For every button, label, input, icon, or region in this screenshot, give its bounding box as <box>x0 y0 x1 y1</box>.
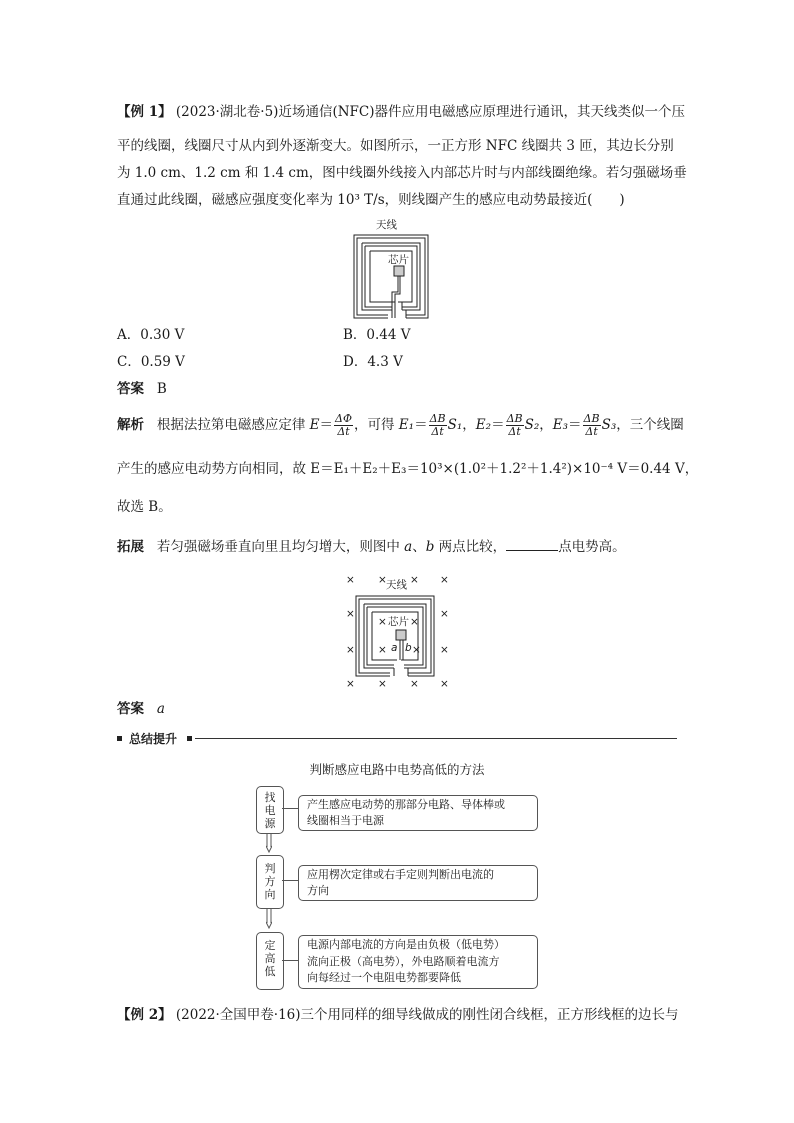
field-antenna-label: 天线 <box>386 579 407 591</box>
db-den-2: Δt <box>508 425 521 438</box>
analysis-line1 <box>117 412 684 438</box>
extension-answer <box>117 699 165 719</box>
flux-den: Δt <box>337 425 350 438</box>
example2-tag: 【例 2】 <box>117 1007 172 1023</box>
step3-key: 定高低 <box>264 939 276 978</box>
field-mark-13: × <box>346 678 355 690</box>
field-mark-9: × <box>346 644 355 656</box>
step2-desc-2: 方向 <box>307 884 329 897</box>
step2-connector <box>282 880 298 881</box>
step1-desc-box <box>298 795 538 831</box>
step2-key-box <box>256 855 284 909</box>
point-b-label: b <box>405 642 412 654</box>
arrow-down-2-icon <box>266 909 272 929</box>
db-num-2: ΔB <box>506 412 523 425</box>
answer-blank[interactable] <box>506 536 558 551</box>
analysis-text-2: ，可得 <box>354 417 399 433</box>
example1-source: (2023·湖北卷·5) <box>175 104 279 120</box>
field-mark-7: × <box>410 616 419 628</box>
option-a[interactable]: A．0.30 V <box>117 327 185 343</box>
flux-fraction <box>334 413 353 438</box>
example1-line2: 平的线圈，线圈尺寸从内到外逐渐变大。如图所示，一正方形 NFC 线圈共 3 匝，其边长分别 <box>117 138 674 154</box>
example2-text: 三个用同样的细导线做成的刚性闭合线框，正方形线框的边长与 <box>300 1007 679 1023</box>
example2-line1 <box>117 1005 679 1025</box>
step2-desc-1: 应用楞次定律或右手定则判断出电流的 <box>307 868 494 881</box>
nfc-chip-label: 芯片 <box>388 254 409 266</box>
nfc-antenna-label: 天线 <box>376 219 397 231</box>
summary-header-title: 总结提升 <box>129 732 178 746</box>
step3-desc-3: 向每经过一个电阻电势都要降低 <box>307 971 461 984</box>
analysis-e: E <box>309 417 320 433</box>
analysis-text-1: 根据法拉第电磁感应定律 <box>156 417 310 433</box>
analysis-eq-3: ＝ <box>491 417 505 433</box>
field-mark-16: × <box>440 678 449 690</box>
extension-answer-label: 答案 <box>117 701 144 717</box>
step1-connector <box>282 808 298 809</box>
field-chip-label: 芯片 <box>388 616 409 628</box>
option-d[interactable]: D．4.3 V <box>343 354 403 370</box>
option-c[interactable]: C．0.59 V <box>117 354 185 370</box>
analysis-s1: S₁ <box>447 417 463 433</box>
header-square-right <box>187 736 192 741</box>
analysis-text-3: ，三个线圈 <box>616 417 684 433</box>
extension-answer-value: a <box>156 701 165 717</box>
example1-line3: 为 1.0 cm、1.2 cm 和 1.4 cm，图中线圈外线接入内部芯片时与内部线圈绝缘。若匀强磁场垂 <box>117 165 687 181</box>
field-mark-6: × <box>378 616 387 628</box>
header-square-left <box>117 736 122 741</box>
extension-text-b: 、 <box>412 539 426 555</box>
analysis-s3: S₃ <box>601 417 617 433</box>
step3-key-box <box>256 932 284 990</box>
db-den-1: Δt <box>431 425 444 438</box>
summary-title: 判断感应电路中电势高低的方法 <box>309 762 485 777</box>
example1-line1 <box>117 102 685 122</box>
field-mark-14: × <box>378 678 387 690</box>
field-mark-8: × <box>440 608 449 620</box>
header-rule <box>195 738 677 739</box>
db-fraction-1 <box>429 413 447 438</box>
example1-answer <box>117 379 167 399</box>
example2-source: (2022·全国甲卷·16) <box>175 1007 301 1023</box>
extension-var-a: a <box>404 539 413 555</box>
analysis-sep-2: ， <box>539 417 553 433</box>
extension-label: 拓展 <box>117 539 144 555</box>
arrow-down-1-icon <box>266 833 272 853</box>
db-num-3: ΔB <box>583 412 600 425</box>
db-den-3: Δt <box>585 425 598 438</box>
analysis-eq-4: ＝ <box>568 417 582 433</box>
example1-line4: 直通过此线圈，磁感应强度变化率为 10³ T/s，则线圈产生的感应电动势最接近( ) <box>117 192 625 208</box>
analysis-line2: 产生的感应电动势方向相同，故 E＝E₁＋E₂＋E₃＝10³×(1.0²＋1.2²＋1.4²)×10⁻⁴ V＝0.44 V， <box>117 461 699 477</box>
analysis-s2: S₂ <box>524 417 540 433</box>
analysis-e3: E₃ <box>552 417 569 433</box>
example1-tag: 【例 1】 <box>117 104 172 120</box>
step1-key-box <box>256 786 284 834</box>
step3-connector <box>282 960 298 961</box>
step1-desc-1: 产生感应电动势的那部分电路、导体棒或 <box>307 798 505 811</box>
step3-desc-1: 电源内部电流的方向是由负极（低电势） <box>307 938 505 951</box>
analysis-line3: 故选 B。 <box>117 499 172 515</box>
field-mark-1: × <box>346 574 355 586</box>
point-a-label: a <box>391 642 398 654</box>
db-num-1: ΔB <box>429 412 446 425</box>
field-mark-15: × <box>410 678 419 690</box>
step2-desc-box <box>298 865 538 901</box>
db-fraction-2 <box>506 413 524 438</box>
analysis-e1: E₁ <box>398 417 415 433</box>
step3-desc-box <box>298 935 538 989</box>
extension-text-c: 两点比较， <box>434 539 507 555</box>
field-mark-10: × <box>378 644 387 656</box>
analysis-sep-1: ， <box>462 417 476 433</box>
analysis-eq-1: ＝ <box>319 417 334 433</box>
extension-line <box>117 536 626 557</box>
extension-text-a: 若匀强磁场垂直向里且均匀增大，则图中 <box>156 539 405 555</box>
field-mark-2: × <box>378 574 387 586</box>
answer-label: 答案 <box>117 381 144 397</box>
answer-value: B <box>156 381 167 397</box>
step1-key: 找电源 <box>264 791 276 830</box>
field-mark-11: × <box>412 644 421 656</box>
analysis-eq-2: ＝ <box>414 417 428 433</box>
nfc-coil-figure <box>340 214 444 324</box>
analysis-label: 解析 <box>117 417 144 433</box>
example1-text-1: 近场通信(NFC)器件应用电磁感应原理进行通讯，其天线类似一个压 <box>278 104 685 120</box>
coil-field-figure <box>338 572 454 692</box>
db-fraction-3 <box>583 413 601 438</box>
extension-text-d: 点电势高。 <box>558 539 626 555</box>
step1-desc-2: 线圈相当于电源 <box>307 814 384 827</box>
field-mark-12: × <box>440 644 449 656</box>
field-mark-3: × <box>410 574 419 586</box>
summary-header <box>117 731 677 747</box>
extension-var-b: b <box>425 539 435 555</box>
option-b[interactable]: B．0.44 V <box>343 327 411 343</box>
analysis-e2: E₂ <box>475 417 492 433</box>
step2-key: 判方向 <box>264 862 276 901</box>
field-mark-5: × <box>346 608 355 620</box>
field-mark-4: × <box>440 574 449 586</box>
flux-num: ΔΦ <box>335 412 352 425</box>
step3-desc-2: 流向正极（高电势），外电路顺着电流方 <box>307 955 500 968</box>
